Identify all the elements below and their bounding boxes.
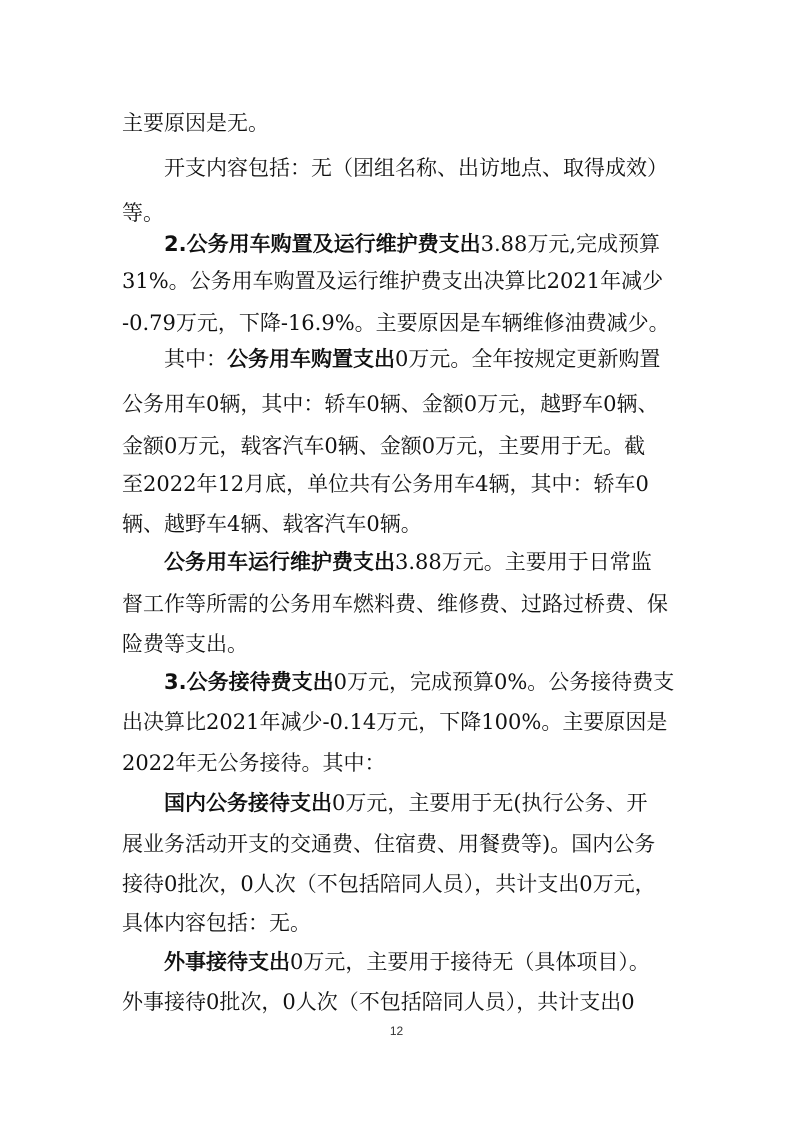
text-line: 接待0批次，0人次（不包括陪同人员），共计支出0万元， bbox=[122, 872, 656, 896]
text-line: 外事接待0批次，0人次（不包括陪同人员），共计支出0 bbox=[122, 990, 635, 1014]
text-line: 等。 bbox=[122, 201, 164, 225]
bold-term: 公务用车运行维护费支出 bbox=[164, 550, 395, 574]
bold-term: 国内公务接待支出 bbox=[164, 791, 332, 815]
text-line: 外事接待支出0万元，主要用于接待无（具体项目）。 bbox=[164, 950, 650, 974]
text-line: 出决算比2021年减少-0.14万元，下降100%。主要原因是 bbox=[122, 710, 668, 734]
text-line: 开支内容包括：无（团组名称、出访地点、取得成效） bbox=[164, 156, 668, 180]
text-line: 展业务活动开支的交通费、住宿费、用餐费等)。国内公务 bbox=[122, 832, 656, 856]
bold-term: 外事接待支出 bbox=[164, 950, 290, 974]
text-line: 2022年无公务接待。其中： bbox=[122, 751, 386, 775]
text-line: 其中：公务用车购置支出0万元。全年按规定更新购置 bbox=[164, 347, 661, 371]
text-line: -0.79万元，下降-16.9%。主要原因是车辆维修油费减少。 bbox=[122, 311, 670, 335]
section-heading-line: 2.公务用车购置及运行维护费支出3.88万元,完成预算 bbox=[164, 232, 661, 256]
text-line: 具体内容包括：无。 bbox=[122, 911, 311, 935]
text-line: 公务用车0辆，其中：轿车0辆、金额0万元，越野车0辆、 bbox=[122, 392, 659, 416]
section-heading: 2.公务用车购置及运行维护费支出 bbox=[164, 232, 481, 256]
page-number: 12 bbox=[389, 1024, 404, 1038]
text-line: 公务用车运行维护费支出3.88万元。主要用于日常监 bbox=[164, 550, 652, 574]
bold-term: 公务用车购置支出 bbox=[227, 347, 395, 371]
text-line: 主要原因是无。 bbox=[122, 111, 269, 135]
text-line: 31%。公务用车购置及运行维护费支出决算比2021年减少 bbox=[122, 269, 664, 293]
text-line: 至2022年12月底，单位共有公务用车4辆，其中：轿车0 bbox=[122, 472, 649, 496]
text-line: 金额0万元，载客汽车0辆、金额0万元，主要用于无。截 bbox=[122, 434, 646, 458]
section-heading-line: 3.公务接待费支出0万元，完成预算0%。公务接待费支 bbox=[164, 670, 675, 694]
text-line: 督工作等所需的公务用车燃料费、维修费、过路过桥费、保 bbox=[122, 592, 668, 616]
text-line: 险费等支出。 bbox=[122, 632, 248, 656]
text-line: 国内公务接待支出0万元，主要用于无(执行公务、开 bbox=[164, 791, 648, 815]
section-heading: 3.公务接待费支出 bbox=[164, 670, 334, 694]
text-line: 辆、越野车4辆、载客汽车0辆。 bbox=[122, 512, 422, 536]
